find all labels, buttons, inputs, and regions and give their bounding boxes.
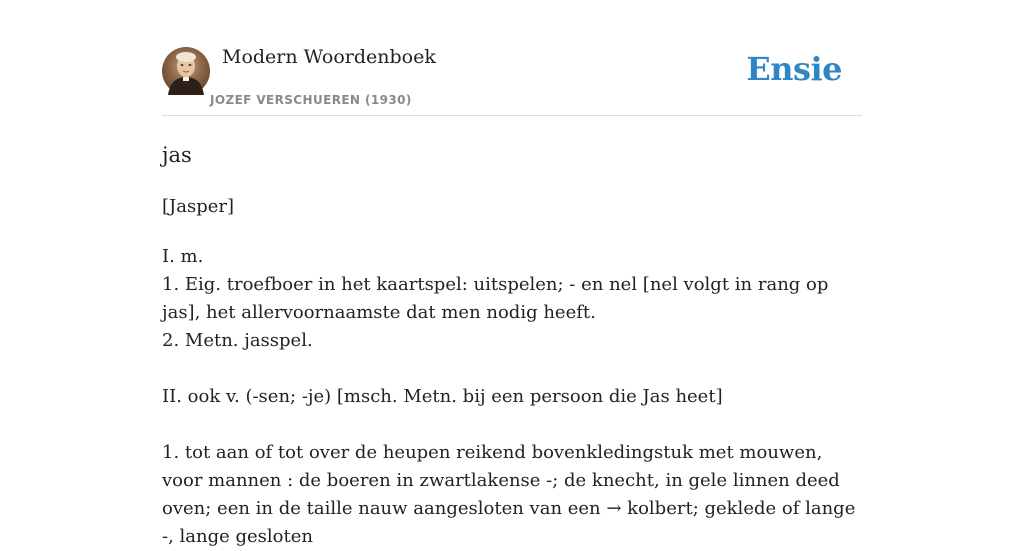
entry-page <box>162 0 862 551</box>
entry-etymology: [Jasper] <box>162 196 235 217</box>
entry-definition <box>162 243 862 551</box>
definition-sense: 1. Eig. troefboer in het kaartspel: uitspelen; - en nel [nel volgt in rang op jas], het allervoornaamste dat men nodig heeft. <box>162 274 829 323</box>
ensie-logo[interactable]: Ensie <box>746 50 842 88</box>
definition-sense: 1. tot aan of tot over de heupen reikend bovenkledingstuk met mouwen, voor mannen : de boeren in zwartlakense -; de knecht, in gele linnen deed oven; een in de taille nauw aangesloten van een → kolbert; geklede of lange -, lange gesloten <box>162 442 856 547</box>
paragraph-gap <box>162 355 862 383</box>
dictionary-author[interactable]: JOZEF VERSCHUEREN (1930) <box>210 93 412 107</box>
definition-sense: 2. Metn. jasspel. <box>162 330 313 351</box>
entry-headword: jas <box>162 143 192 167</box>
definition-section-heading: I. m. <box>162 246 204 267</box>
dictionary-header <box>162 0 862 116</box>
definition-section-heading: II. ook v. (-sen; -je) [msch. Metn. bij een persoon die Jas heet] <box>162 386 723 407</box>
dictionary-title[interactable]: Modern Woordenboek <box>222 46 436 68</box>
paragraph-gap <box>162 411 862 439</box>
author-portrait-icon[interactable] <box>162 47 210 95</box>
